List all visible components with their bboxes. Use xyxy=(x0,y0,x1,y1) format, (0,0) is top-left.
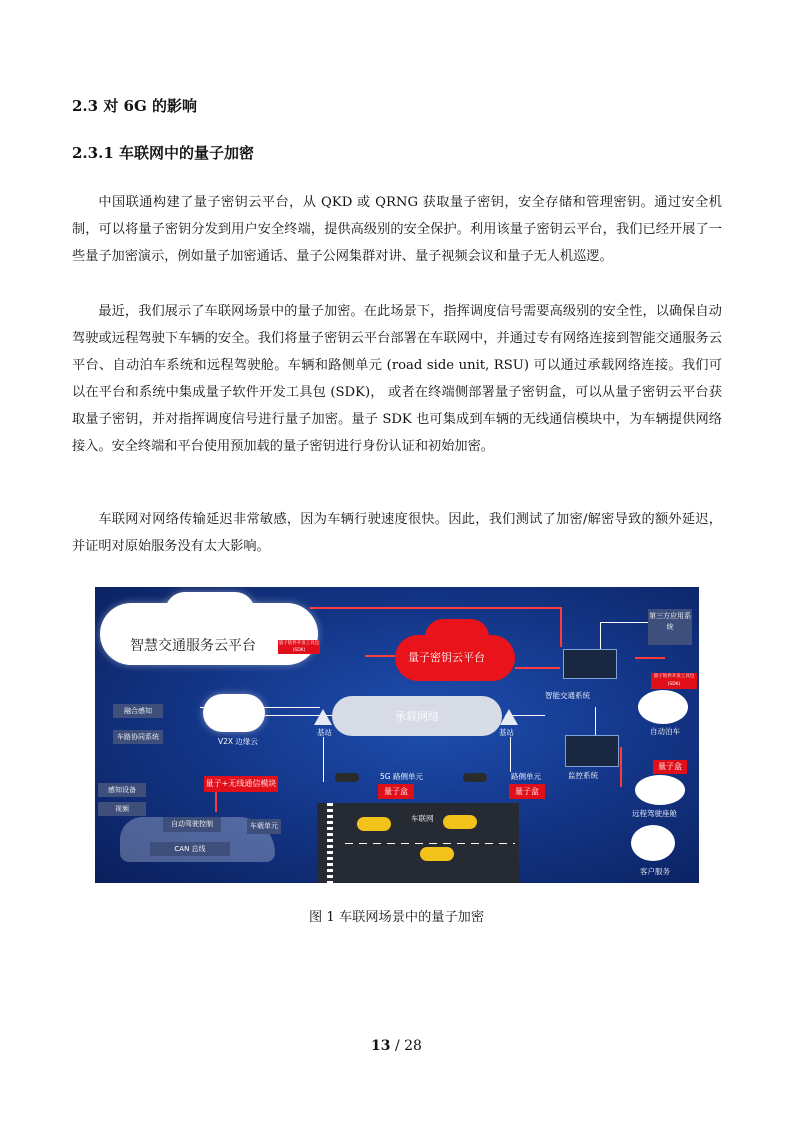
subsection-heading: 2.3.1 车联网中的量子加密 xyxy=(72,144,254,162)
customer-service-label: 客户服务 xyxy=(640,867,670,876)
quantum-wireless-box: 量子+无线通信模块 xyxy=(204,776,278,792)
traffic-light-right xyxy=(463,773,487,782)
smart-cloud-label: 智慧交通服务云平台 xyxy=(130,638,256,654)
white-link-third xyxy=(600,622,650,623)
red-link-remote xyxy=(620,747,622,787)
car-2 xyxy=(443,815,477,829)
page-separator: / xyxy=(390,1038,405,1054)
red-link-vertical xyxy=(560,607,562,647)
white-link-bs-left xyxy=(323,737,324,782)
bearer-network-label: 承载网络 xyxy=(395,710,439,723)
sensing-device-box: 感知设备 xyxy=(98,783,146,797)
white-link-third-v xyxy=(600,622,601,652)
page-current: 13 xyxy=(371,1038,391,1054)
auto-drive-control-box: 自动驾驶控制 xyxy=(163,817,221,832)
white-link-bs-right xyxy=(510,737,511,772)
v2x-edge-cloud xyxy=(203,694,265,732)
v2x-quantum-diagram xyxy=(95,587,699,883)
rsu-right-label: 路侧单元 xyxy=(511,772,541,781)
quantum-cloud-label: 量子密钥云平台 xyxy=(408,651,485,664)
quantum-box-remote: 量子盒 xyxy=(653,760,687,774)
vehicle-road-box: 车路协同系统 xyxy=(113,730,163,744)
fusion-sensing-box: 融合感知 xyxy=(113,704,163,718)
third-party-box: 第三方应用系统 xyxy=(648,609,692,645)
monitor-screen xyxy=(565,735,619,767)
traffic-light-left xyxy=(335,773,359,782)
page-total: 28 xyxy=(404,1038,422,1054)
video-box: 视频 xyxy=(98,802,146,816)
sdk-box-parking: 量子软件开发工具包(SDK) xyxy=(651,673,697,689)
sdk-box-cloud: 量子软件开发工具包(SDK) xyxy=(278,641,320,653)
smart-traffic-label: 智能交通系统 xyxy=(545,691,590,700)
quantum-box-right: 量子盒 xyxy=(509,784,545,799)
red-link-parking xyxy=(635,657,665,659)
car-1 xyxy=(357,817,391,831)
base-station-icon-left xyxy=(314,709,332,725)
monitor-system-label: 监控系统 xyxy=(568,771,598,780)
quantum-box-left: 量子盒 xyxy=(378,784,414,799)
base-station-left-label: 基站 xyxy=(317,728,332,737)
car-3 xyxy=(420,847,454,861)
remote-cockpit-label: 远程驾驶座舱 xyxy=(632,809,677,818)
lane-marking xyxy=(345,843,515,844)
can-bus-box: CAN 总线 xyxy=(150,842,230,856)
paragraph-1: 中国联通构建了量子密钥云平台，从 QKD 或 QRNG 获取量子密钥，安全存储和管理密钥。通过安全机制，可以将量子密钥分发到用户安全终端，提供高级别的安全保护。利用该量子密钥云平台，我们已经开展了一些量子加密演示，例如量子加密通话、量子公网集群对讲、量子视频会议和量子无人机巡逻。 xyxy=(72,195,722,264)
base-station-icon-right xyxy=(500,709,518,725)
remote-cockpit-icon xyxy=(635,775,685,805)
road-label: 车联网 xyxy=(411,814,434,823)
crosswalk xyxy=(327,803,333,883)
section-heading: 2.3 对 6G 的影响 xyxy=(72,97,198,115)
page-number xyxy=(0,1038,793,1054)
auto-parking-label: 自动泊车 xyxy=(650,727,680,736)
paragraph-2: 最近，我们展示了车联网场景中的量子加密。在此场景下，指挥调度信号需要高级别的安全性，以确保自动驾驶或远程驾驶下车辆的安全。我们将量子密钥云平台部署在车联网中，并通过专有网络连接到智能交通服务云平台、自动泊车系统和远程驾驶舱。车辆和路侧单元 (road side unit, RSU) 可以通过承载网络连接。我们可以在平台和系统中集成量子软件开发工具包 (SDK)， 或者在终端侧部署量子密钥盒，可以从量子密钥云平台获取量子密钥，并对指挥调度信号进行量子加密。量子 SDK 也可集成到车辆的无线通信模块中，为车辆提供网络接入。安全终端和平台使用预加载的量子密钥进行身份认证和初始加密。 xyxy=(72,304,722,454)
smart-traffic-screen xyxy=(563,649,617,679)
rsu-left-label: 5G 路侧单元 xyxy=(380,772,423,781)
parking-icon xyxy=(638,690,688,724)
figure-caption: 图 1 车联网场景中的量子加密 xyxy=(308,910,485,925)
smart-traffic-cloud-top xyxy=(165,592,255,632)
v2x-edge-label: V2X 边缘云 xyxy=(218,737,258,746)
paragraph-3: 车联网对网络传输延迟非常敏感，因为车辆行驶速度很快。因此，我们测试了加密/解密导致的额外延迟，并证明对原始服务没有太大影响。 xyxy=(72,512,722,554)
base-station-right-label: 基站 xyxy=(499,728,514,737)
vehicle-unit-box: 车载单元 xyxy=(247,819,281,834)
red-link-smart xyxy=(515,667,560,669)
red-link-top xyxy=(310,607,560,609)
customer-service-icon xyxy=(631,825,675,861)
